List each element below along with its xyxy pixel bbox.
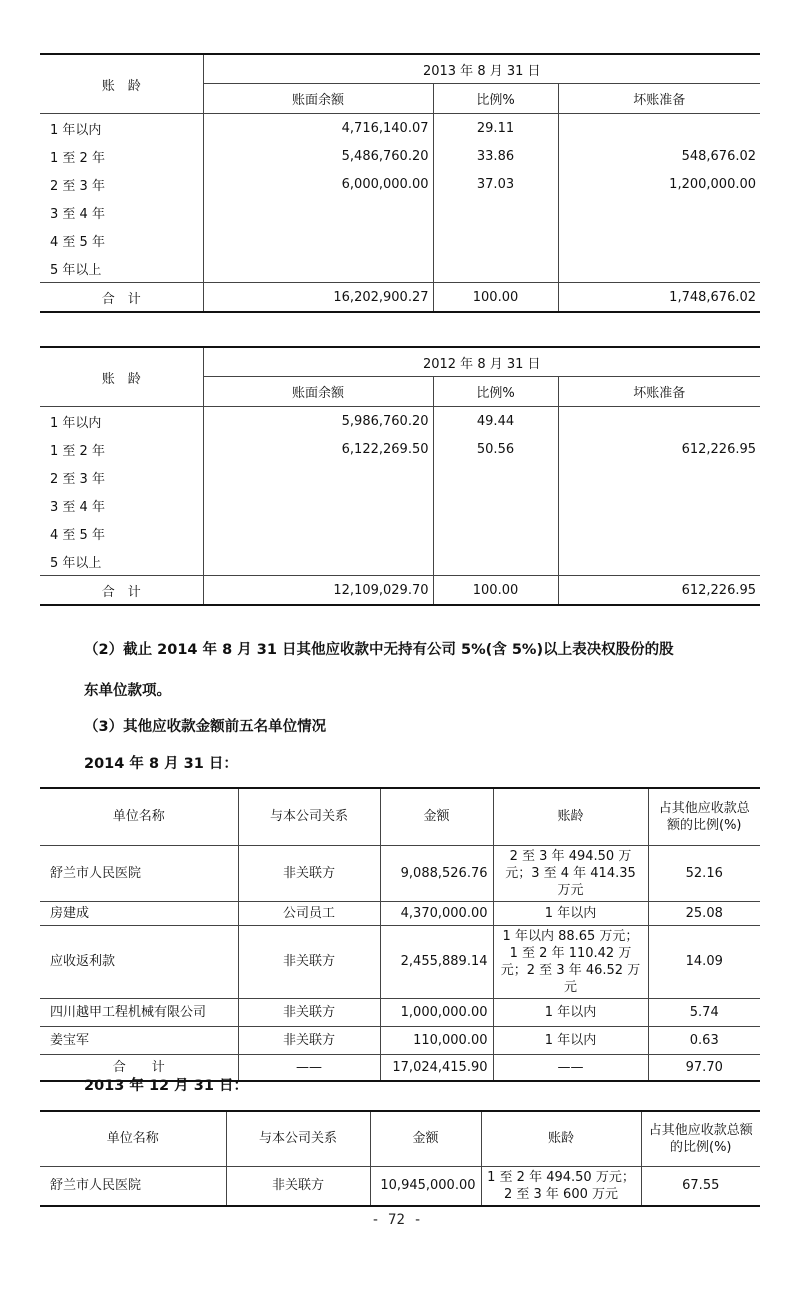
- bad-debt-cell: [558, 547, 760, 576]
- total-relation: ——: [238, 1054, 380, 1081]
- bad-debt-cell: [558, 226, 760, 254]
- ratio-cell: 52.16: [648, 845, 760, 901]
- relation-cell: 非关联方: [238, 1026, 380, 1054]
- relation-cell: 公司员工: [238, 901, 380, 925]
- relation-cell: 非关联方: [238, 845, 380, 901]
- bad-debt-cell: 548,676.02: [558, 142, 760, 170]
- ratio-cell: 33.86: [433, 142, 558, 170]
- date-heading-2014: 2014 年 8 月 31 日：: [84, 756, 238, 772]
- bad-debt-cell: [558, 407, 760, 436]
- amount-cell: 1,000,000.00: [380, 998, 493, 1026]
- table-row: [40, 435, 760, 463]
- relation-cell: 非关联方: [238, 998, 380, 1026]
- unit-name-cell: 应收返利款: [40, 925, 238, 998]
- ratio-cell: 25.08: [648, 901, 760, 925]
- aging-table-2012: [40, 346, 760, 606]
- bad-debt-cell: [558, 463, 760, 491]
- table-row: [40, 925, 760, 998]
- table-row: [40, 547, 760, 576]
- amount-cell: 2,455,889.14: [380, 925, 493, 998]
- total-label: 合 计: [40, 576, 203, 606]
- age-cell: 2 至 3 年: [50, 178, 105, 194]
- total-ratio: 100.00: [433, 283, 558, 313]
- ratio-cell: 0.63: [648, 1026, 760, 1054]
- age-cell: 1 年以内: [493, 901, 648, 925]
- balance-cell: 4,716,140.07: [203, 114, 433, 143]
- balance-cell: 5,486,760.20: [203, 142, 433, 170]
- amount-cell: 10,945,000.00: [370, 1166, 481, 1206]
- header-age: 账龄: [481, 1111, 641, 1166]
- top5-table-2014: [40, 787, 760, 1082]
- ratio-cell: [433, 519, 558, 547]
- ratio-cell: [433, 491, 558, 519]
- paragraph-3-heading: （3）其他应收款金额前五名单位情况: [84, 719, 327, 735]
- relation-cell: 非关联方: [226, 1166, 370, 1206]
- age-cell: 3 至 4 年: [50, 206, 105, 222]
- unit-name-cell: 房建成: [40, 901, 238, 925]
- total-row: [40, 283, 760, 313]
- table-row: [40, 198, 760, 226]
- ratio-cell: [433, 254, 558, 283]
- paragraph-2-line-2: 东单位款项。: [84, 683, 171, 699]
- unit-name-cell: 四川越甲工程机械有限公司: [40, 998, 238, 1026]
- ratio-cell: [433, 463, 558, 491]
- table-row: [40, 845, 760, 901]
- age-cell: 1 年以内: [493, 1026, 648, 1054]
- col-balance-header: 账面余额: [203, 377, 433, 407]
- header-ratio: 占其他应收款总额的比例(%): [641, 1111, 760, 1166]
- total-balance: 12,109,029.70: [203, 576, 433, 606]
- total-amount: 17,024,415.90: [380, 1054, 493, 1081]
- age-cell: 4 至 5 年: [50, 527, 105, 543]
- ratio-cell: [433, 547, 558, 576]
- balance-cell: [203, 547, 433, 576]
- balance-cell: 6,122,269.50: [203, 435, 433, 463]
- table-row: [40, 254, 760, 283]
- bad-debt-cell: 612,226.95: [558, 435, 760, 463]
- table-row: [40, 519, 760, 547]
- age-cell: 1 年以内: [40, 407, 203, 436]
- unit-name-cell: 舒兰市人民医院: [40, 1166, 226, 1206]
- age-cell: 2 至 3 年: [50, 471, 105, 487]
- bad-debt-cell: 1,200,000.00: [558, 170, 760, 198]
- age-cell: 1 年以内 88.65 万元；1 至 2 年 110.42 万元；2 至 3 年 46.52 万元: [493, 925, 648, 998]
- col-bad-debt-header: 坏账准备: [558, 377, 760, 407]
- aging-date-header: 2012 年 8 月 31 日: [203, 347, 760, 377]
- amount-cell: 110,000.00: [380, 1026, 493, 1054]
- total-label: 合 计: [40, 1054, 238, 1081]
- ratio-cell: 5.74: [648, 998, 760, 1026]
- age-cell: 2 至 3 年 494.50 万元；3 至 4 年 414.35 万元: [493, 845, 648, 901]
- age-cell: 5 年以上: [50, 555, 102, 571]
- age-cell: 5 年以上: [50, 262, 102, 278]
- balance-cell: [203, 254, 433, 283]
- amount-cell: 9,088,526.76: [380, 845, 493, 901]
- age-cell: 3 至 4 年: [50, 499, 105, 515]
- age-cell: 1 至 2 年 494.50 万元；2 至 3 年 600 万元: [481, 1166, 641, 1206]
- header-relation: 与本公司关系: [226, 1111, 370, 1166]
- bad-debt-cell: [558, 519, 760, 547]
- total-ratio: 100.00: [433, 576, 558, 606]
- header-relation: 与本公司关系: [238, 788, 380, 845]
- balance-cell: [203, 519, 433, 547]
- table-row: [40, 142, 760, 170]
- header-age: 账龄: [493, 788, 648, 845]
- table-row: [40, 170, 760, 198]
- table-row: [40, 901, 760, 925]
- total-bad-debt: 1,748,676.02: [558, 283, 760, 313]
- top5-table-2013: [40, 1110, 760, 1207]
- balance-cell: [203, 491, 433, 519]
- total-label: 合 计: [40, 283, 203, 313]
- col-bad-debt-header: 坏账准备: [558, 84, 760, 114]
- bad-debt-cell: [558, 254, 760, 283]
- relation-cell: 非关联方: [238, 925, 380, 998]
- col-ratio-header: 比例%: [433, 377, 558, 407]
- table-row: [40, 407, 760, 436]
- age-cell: 4 至 5 年: [50, 234, 105, 250]
- balance-cell: [203, 463, 433, 491]
- table-row: [40, 226, 760, 254]
- balance-cell: 6,000,000.00: [203, 170, 433, 198]
- header-amount: 金额: [380, 788, 493, 845]
- table-row: [40, 998, 760, 1026]
- page-number: - 72 -: [371, 1212, 422, 1228]
- ratio-cell: [433, 226, 558, 254]
- paragraph-2-line-1: （2）截止 2014 年 8 月 31 日其他应收款中无持有公司 5%(含 5%)以上表决权股份的股: [84, 642, 674, 658]
- aging-date-header: 2013 年 8 月 31 日: [203, 54, 760, 84]
- header-amount: 金额: [370, 1111, 481, 1166]
- bad-debt-cell: [558, 198, 760, 226]
- aging-age-header: 账 龄: [101, 371, 141, 387]
- table-row: [40, 114, 760, 143]
- table-row: [40, 1166, 760, 1206]
- total-ratio: 97.70: [648, 1054, 760, 1081]
- age-cell: 1 至 2 年: [50, 150, 105, 166]
- total-balance: 16,202,900.27: [203, 283, 433, 313]
- ratio-cell: 37.03: [433, 170, 558, 198]
- unit-name-cell: 舒兰市人民医院: [40, 845, 238, 901]
- col-ratio-header: 比例%: [433, 84, 558, 114]
- bad-debt-cell: [558, 114, 760, 143]
- aging-table-2013: [40, 53, 760, 313]
- unit-name-cell: 姜宝军: [40, 1026, 238, 1054]
- total-bad-debt: 612,226.95: [558, 576, 760, 606]
- balance-cell: [203, 198, 433, 226]
- age-cell: 1 年以内: [493, 998, 648, 1026]
- table-row: [40, 491, 760, 519]
- header-ratio: 占其他应收款总额的比例(%): [648, 788, 760, 845]
- ratio-cell: 49.44: [433, 407, 558, 436]
- date-heading-2013: 2013 年 12 月 31 日：: [84, 1078, 248, 1094]
- ratio-cell: 14.09: [648, 925, 760, 998]
- bad-debt-cell: [558, 491, 760, 519]
- age-cell: 1 年以内: [40, 114, 203, 143]
- table-row: [40, 463, 760, 491]
- aging-age-header: 账 龄: [101, 78, 141, 94]
- balance-cell: 5,986,760.20: [203, 407, 433, 436]
- ratio-cell: 67.55: [641, 1166, 760, 1206]
- total-age: ——: [493, 1054, 648, 1081]
- col-balance-header: 账面余额: [203, 84, 433, 114]
- ratio-cell: 29.11: [433, 114, 558, 143]
- balance-cell: [203, 226, 433, 254]
- total-row: [40, 576, 760, 606]
- table-row: [40, 1026, 760, 1054]
- amount-cell: 4,370,000.00: [380, 901, 493, 925]
- header-unit-name: 单位名称: [106, 1131, 159, 1147]
- age-cell: 1 至 2 年: [50, 443, 105, 459]
- header-unit-name: 单位名称: [112, 809, 165, 825]
- ratio-cell: 50.56: [433, 435, 558, 463]
- ratio-cell: [433, 198, 558, 226]
